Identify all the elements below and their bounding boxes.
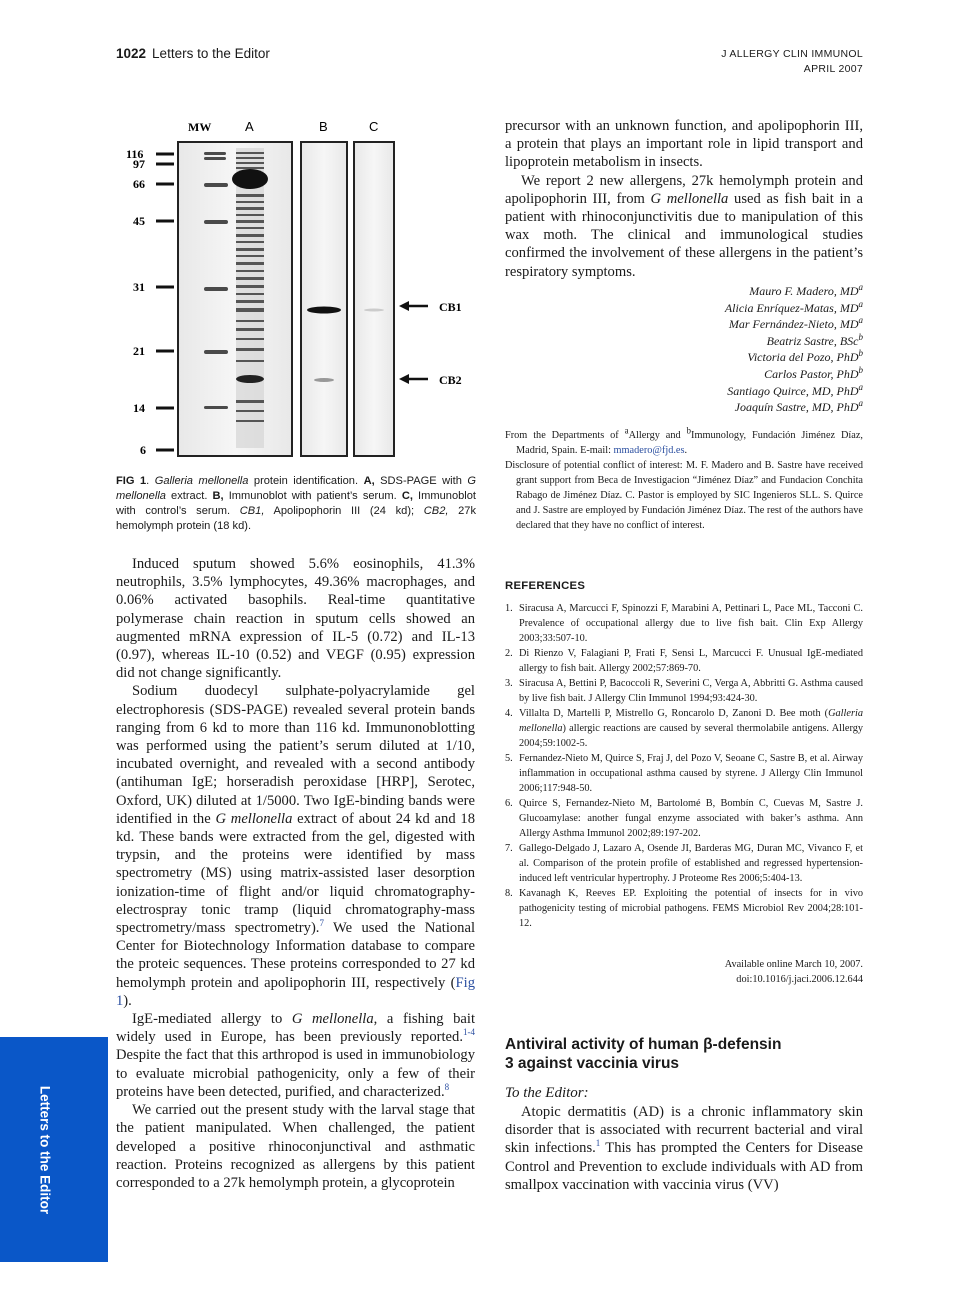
- page-number: 1022: [116, 46, 147, 61]
- paragraph: [116, 1010, 475, 1101]
- caption-species: G mellonella: [116, 475, 477, 502]
- lane-label-mw: MW: [188, 120, 212, 134]
- paragraph: Induced sputum showed 5.6% eosinophils, 41.3% neutrophils, 3.5% lymphocytes, 49.36% macrophages, and 0.06% activated basophils. Real-time quantitative polymerase chain reaction in sputum cells showed an augmented mRNA expression of IL-5 (0.72) and IL-13 (0.97), whereas IL-10 (0.52) and VEGF (0.95) expression did not change significantly.: [116, 556, 475, 682]
- band-lane-c: [364, 309, 384, 312]
- text: IgE-mediated allergy to: [132, 1011, 292, 1028]
- author-aff: b: [858, 331, 863, 342]
- author-name: Joaquín Sastre, MD, PhD: [734, 400, 859, 415]
- online-date: Available online March 10, 2007.: [724, 959, 863, 970]
- arrow-label-cb1: CB1: [439, 300, 462, 314]
- caption-cb2: CB2,: [423, 505, 449, 517]
- caption-text: Immunoblot with control’s serum.: [116, 490, 476, 517]
- journal-name: J ALLERGY CLIN IMMUNOL: [721, 48, 863, 60]
- author-name: Victoria del Pozo, PhD: [747, 350, 859, 365]
- author-name: Carlos Pastor, PhD: [764, 366, 859, 381]
- caption-text: protein identification.: [248, 475, 364, 487]
- title-line: 3 against vaccinia virus: [505, 1055, 680, 1072]
- author-aff: b: [858, 348, 863, 359]
- affiliation-block: [505, 425, 863, 533]
- lane-label-a: A: [245, 119, 254, 134]
- ref-number: 6.: [505, 798, 513, 809]
- mw-14: 14: [133, 401, 145, 415]
- lane-label-c: C: [369, 119, 379, 134]
- text: ) allergic reactions are caused by several thermolabile antigens. Allergy 2004;59:1002-5.: [519, 723, 863, 749]
- reference-item: [505, 841, 863, 886]
- arrow-label-cb2: CB2: [439, 373, 462, 387]
- reference-item: [505, 751, 863, 796]
- ref-text: Fernandez-Nieto M, Quirce S, Fraj J, del Pozo V, Seoane C, Sastre B, et al. Airway inflammation in occupational asthma caused by styrene. J Allergy Clin Immunol 2006;117:948-50.: [519, 753, 863, 794]
- author-name: Alicia Enríquez-Matas, MD: [724, 300, 859, 315]
- ref-text: Di Rienzo V, Falagiani P, Frati F, Sensi L, Marcucci F. Unusual IgE-mediated allergy to fish bait. Allergy 2002;57:869-70.: [519, 648, 863, 674]
- availability: [725, 957, 863, 987]
- author: [725, 383, 863, 400]
- salutation: To the Editor:: [505, 1085, 589, 1101]
- ref-text: Siracusa A, Bettini P, Bacoccoli R, Severini C, Verga A, Abbritti G. Asthma caused by live fish bait. J Allergy Clin Immunol 1994;93:424-30.: [519, 678, 863, 704]
- text: From the Departments of: [505, 430, 625, 441]
- paragraph: precursor with an unknown function, and apolipophorin III, a protein that plays an important role in lipid transport and lipoprotein metabolism in insects.: [505, 118, 863, 171]
- running-header-right: [721, 47, 863, 77]
- text: Despite the fact that this arthropod is used in immunobiology to evaluate microbial pathogenicity, only a few of their proteins have been detected, purified, and characterized.: [116, 1047, 475, 1100]
- text: , a fishing bait widely used in Europe, has been previously reported.: [116, 1011, 476, 1046]
- caption-text: extract.: [165, 490, 213, 502]
- reference-list: [505, 601, 863, 931]
- title-line: Antiviral activity of human β-defensin: [505, 1036, 782, 1053]
- text: used as fish bait in a patient with rhinoconjunctivitis due to manipulation of this wax moth. The clinical and immunological studies confirmed the involvement of these allergens in the patient’s respiratory symptoms.: [505, 190, 863, 280]
- species: G mellonella: [291, 1011, 374, 1028]
- text: Sodium duodecyl sulphate-polyacrylamide gel electrophoresis (SDS-PAGE) revealed several protein bands ranging from 6 kd to more than 116 kd. Immunonoblotting was performed using the patient’s serum diluted at 1/10, incubated overnight, and revealed with a second antibody (antihuman IgE; horseradish peroxidase [HRP], Serotec, Oxford, UK) diluted at 1/5000. Two IgE-binding bands were identified in the: [116, 683, 475, 827]
- ref-number: 4.: [505, 708, 513, 719]
- author-aff: a: [858, 282, 863, 292]
- caption-text: SDS-PAGE with: [374, 475, 468, 487]
- text: extract of about 24 kd and 18 kd. These bands were extracted from the gel, digested with trypsin, and the proteins were identified by mass spectrometry (MS) using matrix-assisted laser desorption ionization-time of flight and/or liquid chromatography-electrospray tonic tramp (liquid chromatography-mass spectrometry/mass spectrometry).: [116, 810, 475, 937]
- sup: a: [624, 425, 629, 436]
- author: [725, 283, 863, 300]
- paragraph: [505, 172, 863, 281]
- citation-link[interactable]: 8: [444, 1082, 450, 1093]
- caption-text: 27k hemolymph protein (18 kd).: [116, 505, 477, 532]
- ref-number: 1.: [505, 603, 513, 614]
- species: G mellonella: [650, 190, 729, 207]
- paragraph: [116, 682, 475, 1010]
- reference-item: [505, 796, 863, 841]
- caption-text: Apolipophorin III (24 kd);: [264, 505, 424, 517]
- author-aff: b: [858, 364, 863, 375]
- caption-species: Galleria mellonella: [154, 475, 249, 487]
- author-aff: a: [858, 298, 863, 309]
- species: G mellonella: [215, 810, 293, 827]
- author: [725, 349, 863, 366]
- author-name: Santiago Quirce, MD, PhD: [727, 383, 859, 398]
- author: [725, 316, 863, 333]
- reference-item: [505, 646, 863, 676]
- species: Galleria mellonella: [519, 708, 863, 734]
- reference-item: [505, 886, 863, 931]
- caption-a: A,: [363, 475, 375, 487]
- left-column: [116, 555, 475, 1192]
- text: Villalta D, Martelli P, Mistrello G, Roncarolo D, Zanoni D. Bee moth (: [519, 708, 829, 719]
- text: We used the National Center for Biotechnology Information database to compare the proteic sequences. These proteins corresponded to 27 kd hemolymph protein and apolipophorin III, respectively (: [116, 920, 475, 991]
- ref-number: 3.: [505, 678, 513, 689]
- figure-caption: FIG 1. Galleria mellonella protein identification. A, SDS-PAGE with G mellonella extract. B, Immunoblot with patient’s serum. C, Immunoblot with control’s serum. CB1, Apolipophorin III (24 kd); CB2, 27k hemolymph protein (18 kd).: [116, 475, 477, 532]
- disclosure: Disclosure of potential conflict of interest: M. F. Madero and B. Sastre have received grant support from Beca de Investigacion “Jiménez Díaz” and Fundacion Conchita Rabago de Jiménez Díaz. C. Pastor is employed by SIC Ingenieros SLL. S. Quirce and J. Sastre are employed by Fundación Jiménez Díaz. The rest of the authors have declared that they have no conflict of interest.: [505, 460, 863, 531]
- text: We report 2 new allergens, 27k hemolymph protein and apolipophorin III, from: [505, 172, 863, 207]
- email-link[interactable]: mmadero@fjd.es: [613, 445, 685, 456]
- mw-45: 45: [133, 214, 145, 228]
- running-header-left: [116, 46, 270, 61]
- arrow-cb1: [399, 300, 462, 314]
- ref-text: Gallego-Delgado J, Lazaro A, Osende JI, Barderas MG, Duran MC, Vivanco F, et al. Comparison of the protein profile of established and regressed hypertension- induced left ventricular hypertrophy. J Proteome Res 2006;5:404-13.: [519, 843, 863, 884]
- caption-c: C,: [401, 490, 413, 502]
- author-name: Mauro F. Madero, MD: [749, 284, 859, 298]
- text: Immunology, Fundación Jiménez Díaz, Madrid, Spain. E-mail:: [516, 430, 863, 456]
- text: This has prompted the Centers for Disease Control and Prevention to exclude individuals with AD from smallpox vaccination with vaccinia virus (VV): [505, 1140, 863, 1193]
- section-title: Letters to the Editor: [152, 46, 270, 61]
- author-aff: a: [858, 381, 863, 392]
- author-name: Beatriz Sastre, BSc: [766, 333, 859, 348]
- ref-number: 5.: [505, 753, 513, 764]
- ref-number: 8.: [505, 888, 513, 899]
- citation-link[interactable]: 1-4: [463, 1027, 475, 1038]
- ref-text: Quirce S, Fernandez-Nieto M, Bartolomé B, Bombín C, Cuevas M, Sastre J. Glucoamylase: another fungal enzyme associated with baker’s asthma. Ann Allergy Asthma Immunol 2002;89:197-202.: [519, 798, 863, 839]
- text: Allergy and: [628, 430, 687, 441]
- doi: doi:10.1016/j.jaci.2006.12.644: [736, 974, 863, 985]
- text: .: [684, 445, 688, 456]
- gel-panel-c: [354, 142, 394, 456]
- mw-97: 97: [133, 157, 145, 171]
- ref-text: Siracusa A, Marcucci F, Spinozzi F, Marabini A, Pettinari L, Pace ML, Tacconi C. Prevalence of occupational allergy due to live fish bait. Clin Exp Allergy 2003;33:507-10.: [519, 603, 863, 644]
- citation-link[interactable]: 7: [319, 918, 324, 929]
- reference-item: [505, 676, 863, 706]
- mw-21: 21: [133, 344, 145, 358]
- ref-text: [519, 706, 863, 751]
- mw-6: 6: [140, 443, 146, 457]
- issue-date: APRIL 2007: [803, 63, 863, 75]
- gel-panel-a: [178, 142, 292, 456]
- affiliation: [505, 425, 863, 458]
- author-name: Mar Fernández-Nieto, MD: [728, 317, 859, 332]
- lane-label-b: B: [319, 119, 328, 134]
- reference-item: [505, 601, 863, 646]
- sup: b: [686, 425, 692, 436]
- mw-ticks: [156, 154, 174, 450]
- references-heading: REFERENCES: [505, 580, 586, 592]
- gel-figure: [116, 110, 488, 470]
- band-cb2-lane-b: [314, 378, 334, 382]
- caption-label: FIG 1: [116, 475, 147, 487]
- caption-b: B,: [212, 490, 224, 502]
- mw-scale: [126, 147, 146, 457]
- next-article-title: [505, 1035, 781, 1073]
- paragraph: [505, 1103, 863, 1194]
- band-cb1-lane-b: [307, 307, 341, 314]
- author-aff: a: [858, 398, 863, 409]
- ref-number: 2.: [505, 648, 513, 659]
- mw-31: 31: [133, 280, 145, 294]
- next-article-body: [505, 1103, 863, 1194]
- paragraph: We carried out the present study with the larval stage that the patient manipulated. When challenged, the patient developed a positive rhinoconjunctival and asthmatic reaction. Proteins recognized as allergens by this patient corresponded to a 27k hemolymph protein, a glycoprotein: [116, 1102, 475, 1191]
- caption-cb1: CB1,: [239, 505, 265, 517]
- arrow-cb2: [399, 373, 462, 387]
- author: [725, 300, 863, 317]
- text: ).: [123, 992, 132, 1009]
- ref-number: 7.: [505, 843, 513, 854]
- right-column: [505, 117, 863, 281]
- section-tab-label: Letters to the Editor: [37, 1085, 53, 1215]
- author: [725, 333, 863, 350]
- figure-link[interactable]: Fig 1: [116, 974, 475, 1009]
- text: Atopic dermatitis (AD) is a chronic inflammatory skin disorder that is associated with recurrent bacterial and viral skin infections.: [505, 1104, 863, 1157]
- mw-116: 116: [126, 147, 144, 161]
- reference-item: [505, 706, 863, 751]
- ref-text: Kavanagh K, Reeves EP. Exploiting the potential of insects for in vivo pathogenicity testing of microbial pathogens. FEMS Microbiol Rev 2004;28:101-12.: [519, 888, 863, 929]
- author-aff: a: [858, 315, 863, 326]
- citation-link[interactable]: 1: [595, 1138, 601, 1149]
- author-list: [725, 283, 863, 416]
- author: [725, 399, 863, 416]
- gel-panel-b: [301, 142, 347, 456]
- caption-text: Immunoblot with patient’s serum.: [223, 490, 402, 502]
- section-tab: [0, 1037, 108, 1262]
- author: [725, 366, 863, 383]
- mw-66: 66: [133, 177, 145, 191]
- lane-a-bands: [232, 148, 268, 448]
